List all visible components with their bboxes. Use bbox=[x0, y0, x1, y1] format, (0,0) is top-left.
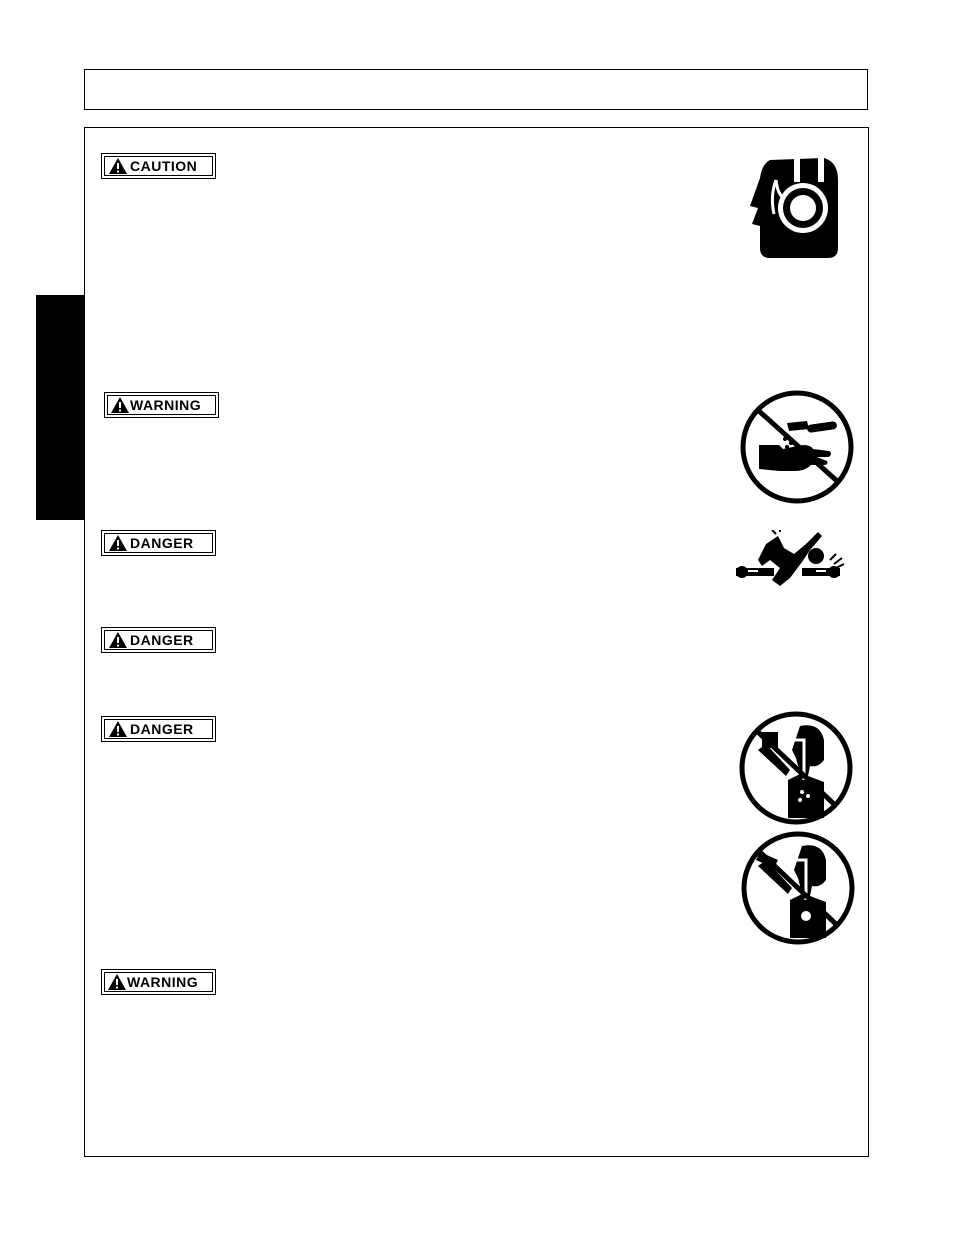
label-text: DANGER bbox=[130, 721, 194, 737]
danger-label bbox=[101, 716, 216, 742]
label-text: WARNING bbox=[130, 397, 202, 413]
alert-triangle-icon bbox=[111, 397, 129, 413]
label-text: WARNING bbox=[127, 974, 199, 990]
entanglement-icon bbox=[736, 530, 846, 588]
section-tab bbox=[36, 295, 84, 520]
alert-triangle-icon bbox=[109, 632, 127, 648]
warning-label bbox=[101, 969, 216, 995]
no-fluid-on-hand-icon bbox=[739, 389, 855, 505]
alert-triangle-icon bbox=[109, 535, 127, 551]
alert-triangle-icon bbox=[109, 721, 127, 737]
page-header-frame bbox=[84, 69, 868, 110]
caution-label bbox=[101, 153, 216, 179]
alert-triangle-icon bbox=[108, 974, 126, 990]
label-text: DANGER bbox=[130, 632, 194, 648]
label-text: DANGER bbox=[130, 535, 194, 551]
no-drinking-fluid-icon bbox=[740, 830, 856, 946]
danger-label bbox=[101, 627, 216, 653]
danger-label bbox=[101, 530, 216, 556]
hearing-protection-icon bbox=[748, 156, 840, 260]
alert-triangle-icon bbox=[109, 158, 127, 174]
label-text: CAUTION bbox=[130, 158, 198, 174]
no-drinking-fluid-icon bbox=[738, 710, 854, 826]
warning-label bbox=[104, 392, 219, 418]
